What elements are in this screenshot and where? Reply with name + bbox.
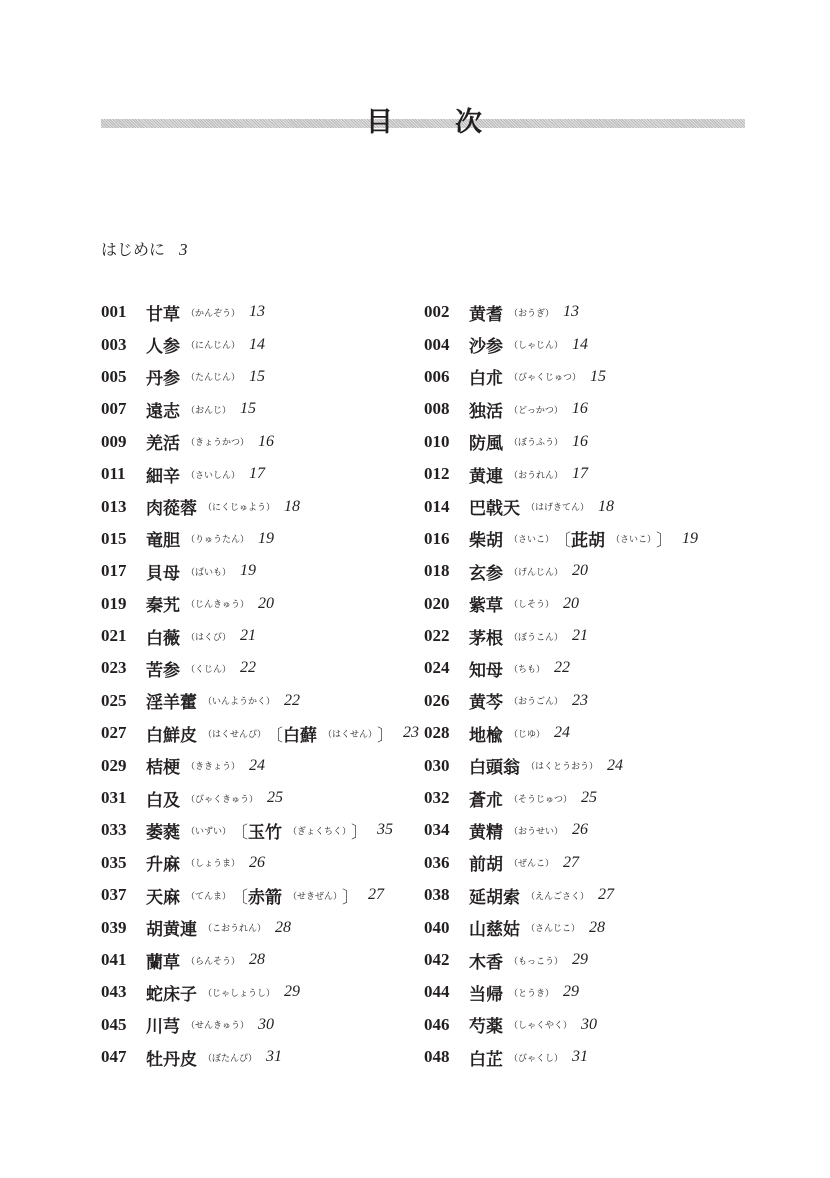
entry-reading: （もっこう） xyxy=(509,956,564,967)
entry-number: 047 xyxy=(101,1047,127,1067)
entry-number: 042 xyxy=(424,950,450,969)
entry-reading: （しょうま） xyxy=(186,859,241,870)
entry-number: 011 xyxy=(101,464,126,484)
entry-reading: （せんきゅう） xyxy=(186,1021,250,1032)
entry-page: 20 xyxy=(258,594,275,612)
entry-page: 28 xyxy=(589,918,606,936)
bracket-open: 〔 xyxy=(231,822,249,843)
toc-entry[interactable] xyxy=(424,328,698,360)
entry-name: 蒼朮 xyxy=(469,790,503,811)
intro-page: 3 xyxy=(179,240,188,259)
toc-entry[interactable] xyxy=(424,1009,698,1041)
entry-name: 白芷 xyxy=(469,1049,503,1070)
entry-reading: （はげきてん） xyxy=(526,503,590,514)
entry-number: 046 xyxy=(424,1014,450,1034)
page-title-char-1: 目 xyxy=(366,107,393,138)
entry-name: 遠志 xyxy=(146,401,180,422)
entry-page: 35 xyxy=(377,821,394,839)
entry-page: 20 xyxy=(572,562,589,580)
toc-entry[interactable] xyxy=(424,911,698,943)
entry-reading: （たんじん） xyxy=(186,373,241,384)
entry-number: 016 xyxy=(424,528,450,548)
bracket-close: 〕 xyxy=(342,887,360,908)
entry-reading: （そうじゅつ） xyxy=(509,794,573,805)
entry-number: 027 xyxy=(101,723,127,743)
entry-name: 秦艽 xyxy=(146,596,180,617)
entry-number: 043 xyxy=(101,982,127,1002)
entry-page: 30 xyxy=(581,1015,598,1033)
entry-reading: （ぼうこん） xyxy=(509,632,564,643)
entry-name: 蘭草 xyxy=(146,952,180,973)
entry-page: 19 xyxy=(682,529,699,547)
entry-name: 貝母 xyxy=(146,563,180,584)
toc-entry[interactable] xyxy=(424,588,698,620)
entry-reading: （こおうれん） xyxy=(203,924,267,935)
toc-entry[interactable] xyxy=(101,685,419,717)
toc-entry[interactable] xyxy=(424,685,698,717)
entry-reading: （りゅうたん） xyxy=(186,535,250,546)
toc-entry[interactable] xyxy=(101,652,419,684)
entry-name: 黄精 xyxy=(469,822,503,843)
toc-entry[interactable] xyxy=(424,749,698,781)
toc-column-left xyxy=(101,296,419,1073)
entry-reading: （どっかつ） xyxy=(509,405,563,416)
toc-entry[interactable] xyxy=(424,361,698,393)
entry-number: 004 xyxy=(424,334,450,354)
entry-page: 21 xyxy=(240,627,257,645)
entry-page: 14 xyxy=(572,335,589,353)
toc-entry[interactable] xyxy=(424,944,698,976)
entry-reading: （ちも） xyxy=(509,664,546,675)
entry-reading: （おんじ） xyxy=(186,405,232,416)
entry-page: 30 xyxy=(258,1015,275,1033)
entry-page: 24 xyxy=(607,756,624,774)
entry-name: 人参 xyxy=(146,337,180,358)
entry-name: 防風 xyxy=(469,434,503,455)
entry-name: 竜胆 xyxy=(146,531,180,552)
entry-number: 045 xyxy=(101,1014,127,1034)
entry-reading: （にくじゅよう） xyxy=(203,503,276,514)
entry-name: 山慈姑 xyxy=(469,920,520,941)
entry-name: 天麻 xyxy=(146,887,180,908)
toc-entry[interactable] xyxy=(424,814,698,846)
toc-entry[interactable] xyxy=(424,717,698,749)
entry-alt-name: 玉竹 xyxy=(248,822,283,843)
entry-reading: （らんそう） xyxy=(186,956,241,967)
entry-name: 牡丹皮 xyxy=(146,1049,197,1070)
entry-name: 細辛 xyxy=(146,466,180,487)
entry-page: 29 xyxy=(572,951,589,968)
entry-name: 白及 xyxy=(146,790,180,811)
entry-name: 地楡 xyxy=(469,725,503,746)
entry-number: 031 xyxy=(101,788,127,808)
entry-reading: （おうぎ） xyxy=(509,308,555,319)
entry-page: 22 xyxy=(240,659,257,677)
intro-label: はじめに xyxy=(101,240,166,259)
entry-page: 13 xyxy=(563,303,580,321)
entry-alt-reading: （はくせん） xyxy=(323,729,378,740)
entry-reading: （しゃくやく） xyxy=(509,1021,573,1032)
entry-number: 033 xyxy=(101,820,127,840)
entry-reading: （ぼうふう） xyxy=(509,438,564,449)
entry-number: 022 xyxy=(424,626,450,646)
entry-reading: （ぜんこ） xyxy=(509,859,555,870)
toc-intro-entry[interactable] xyxy=(101,237,188,260)
entry-reading: （ききょう） xyxy=(186,762,241,773)
entry-number: 015 xyxy=(101,528,127,548)
entry-name: 升麻 xyxy=(146,855,180,876)
title-band xyxy=(101,119,745,128)
entry-name: 川芎 xyxy=(146,1017,180,1038)
toc-entry[interactable] xyxy=(101,426,419,458)
entry-name: 当帰 xyxy=(469,984,503,1005)
entry-number: 036 xyxy=(424,852,450,872)
entry-alt-reading: （さいこ） xyxy=(611,535,657,546)
entry-name: 茅根 xyxy=(469,628,503,649)
toc-entry[interactable] xyxy=(101,879,419,911)
entry-number: 040 xyxy=(424,917,450,937)
entry-number: 014 xyxy=(424,496,450,516)
entry-page: 26 xyxy=(572,821,589,839)
entry-name: 甘草 xyxy=(146,304,180,325)
entry-alt-name: 赤箭 xyxy=(248,887,283,908)
toc-entry[interactable] xyxy=(101,555,419,587)
entry-reading: （おうれん） xyxy=(509,470,564,481)
toc-entry[interactable] xyxy=(101,1041,419,1073)
entry-number: 018 xyxy=(424,561,450,581)
toc-entry[interactable] xyxy=(424,555,698,587)
entry-reading: （ばいも） xyxy=(186,567,232,578)
entry-number: 044 xyxy=(424,982,450,1002)
entry-name: 淫羊藿 xyxy=(146,693,197,714)
toc-entry[interactable] xyxy=(424,976,698,1008)
toc-entry[interactable] xyxy=(101,911,419,943)
entry-number: 035 xyxy=(101,852,127,872)
entry-number: 024 xyxy=(424,658,450,678)
entry-reading: （さいこ） xyxy=(509,535,555,546)
entry-reading: （かんぞう） xyxy=(186,308,241,319)
entry-name: 桔梗 xyxy=(146,758,180,779)
entry-reading: （さんじこ） xyxy=(526,924,581,935)
entry-name: 羌活 xyxy=(146,434,180,455)
toc-entry[interactable] xyxy=(424,847,698,879)
entry-alt-name: 茈胡 xyxy=(571,531,606,552)
toc-entry[interactable] xyxy=(101,328,419,360)
entry-name: 前胡 xyxy=(469,855,503,876)
entry-page: 21 xyxy=(572,627,589,645)
entry-name: 柴胡 xyxy=(469,531,503,552)
entry-alt-reading: （ぎょくちく） xyxy=(288,826,352,837)
toc-entry[interactable] xyxy=(424,296,698,328)
entry-reading: （はくとうおう） xyxy=(526,762,599,773)
toc-entry[interactable] xyxy=(424,879,698,911)
entry-reading: （いずい） xyxy=(186,826,232,837)
toc-entry[interactable] xyxy=(424,782,698,814)
toc-entry[interactable] xyxy=(424,458,698,490)
entry-reading: （おうせい） xyxy=(509,826,564,837)
entry-number: 005 xyxy=(101,366,127,386)
entry-name: 黄耆 xyxy=(469,304,503,325)
entry-name: 独活 xyxy=(469,401,503,422)
entry-number: 013 xyxy=(101,496,127,516)
entry-page: 29 xyxy=(563,983,580,1001)
entry-page: 16 xyxy=(571,400,588,418)
entry-page: 22 xyxy=(284,691,301,709)
entry-page: 24 xyxy=(554,724,571,742)
entry-page: 18 xyxy=(598,497,615,515)
entry-name: 沙参 xyxy=(469,337,503,358)
entry-number: 034 xyxy=(424,820,450,840)
toc-entry[interactable] xyxy=(101,393,419,425)
toc-entry[interactable] xyxy=(424,620,698,652)
entry-name: 巴戟天 xyxy=(469,499,520,520)
entry-name: 紫草 xyxy=(469,596,503,617)
entry-name: 黄芩 xyxy=(469,693,503,714)
toc-entry[interactable] xyxy=(101,814,419,846)
entry-page: 24 xyxy=(249,756,266,774)
entry-page: 22 xyxy=(554,659,571,677)
entry-reading: （じんきゅう） xyxy=(186,600,250,611)
entry-number: 026 xyxy=(424,690,450,710)
entry-number: 029 xyxy=(101,755,127,775)
entry-reading: （ぼたんぴ） xyxy=(203,1053,258,1064)
entry-page: 31 xyxy=(572,1048,589,1066)
entry-page: 27 xyxy=(563,853,580,871)
toc-entry[interactable] xyxy=(101,361,419,393)
entry-number: 032 xyxy=(424,788,450,808)
toc-entry[interactable] xyxy=(424,393,698,425)
entry-name: 萎蕤 xyxy=(146,822,180,843)
toc-entry[interactable] xyxy=(101,944,419,976)
entry-page: 15 xyxy=(240,400,257,418)
entry-name: 白頭翁 xyxy=(469,758,520,779)
entry-name: 白薇 xyxy=(146,628,180,649)
toc-entry[interactable] xyxy=(424,652,698,684)
entry-alt-name: 白蘚 xyxy=(283,725,318,746)
entry-reading: （えんごさく） xyxy=(526,891,590,902)
entry-page: 23 xyxy=(403,724,420,742)
entry-number: 006 xyxy=(424,366,450,386)
entry-number: 041 xyxy=(101,950,127,969)
entry-number: 039 xyxy=(101,917,127,937)
entry-reading: （きょうかつ） xyxy=(186,438,250,449)
entry-page: 28 xyxy=(275,918,292,936)
entry-number: 001 xyxy=(101,302,127,322)
entry-reading: （はくせんぴ） xyxy=(203,729,267,740)
entry-page: 19 xyxy=(258,529,275,547)
entry-number: 023 xyxy=(101,658,127,678)
entry-page: 26 xyxy=(249,853,266,871)
entry-reading: （てんま） xyxy=(186,891,232,902)
entry-number: 007 xyxy=(101,399,127,419)
toc-entry[interactable] xyxy=(101,782,419,814)
entry-number: 008 xyxy=(424,399,450,419)
toc-entry[interactable] xyxy=(101,458,419,490)
entry-number: 017 xyxy=(101,561,127,581)
entry-page: 29 xyxy=(284,983,301,1001)
entry-name: 芍薬 xyxy=(469,1017,503,1038)
bracket-open: 〔 xyxy=(266,725,284,746)
toc-entry[interactable] xyxy=(101,588,419,620)
entry-page: 31 xyxy=(266,1048,283,1066)
entry-reading: （じゃしょうし） xyxy=(203,988,276,999)
toc-entry[interactable] xyxy=(424,426,698,458)
entry-page: 23 xyxy=(572,691,589,709)
entry-page: 18 xyxy=(284,497,301,515)
toc-entry[interactable] xyxy=(101,749,419,781)
entry-reading: （くじん） xyxy=(186,664,232,675)
entry-name: 木香 xyxy=(469,952,503,973)
toc-entry[interactable] xyxy=(101,847,419,879)
entry-page: 27 xyxy=(368,886,385,904)
entry-number: 030 xyxy=(424,755,450,775)
entry-page: 25 xyxy=(581,789,598,807)
entry-number: 002 xyxy=(424,302,450,322)
entry-number: 048 xyxy=(424,1047,450,1067)
entry-name: 白朮 xyxy=(469,369,503,390)
entry-reading: （びゃくし） xyxy=(509,1053,564,1064)
entry-name: 胡黄連 xyxy=(146,920,197,941)
entry-reading: （さいしん） xyxy=(186,470,241,481)
entry-reading: （しそう） xyxy=(509,600,555,611)
entry-page: 25 xyxy=(267,789,284,807)
entry-name: 肉蓯蓉 xyxy=(146,499,197,520)
toc-entry[interactable] xyxy=(424,490,698,522)
toc-entry[interactable] xyxy=(101,523,419,555)
entry-page: 17 xyxy=(572,465,589,483)
entry-number: 003 xyxy=(101,334,127,354)
toc-entry[interactable] xyxy=(101,717,419,749)
entry-page: 15 xyxy=(590,367,607,385)
entry-name: 黄連 xyxy=(469,466,503,487)
entry-reading: （おうごん） xyxy=(509,697,564,708)
toc-column-right xyxy=(424,296,698,1073)
bracket-close: 〕 xyxy=(656,531,674,552)
entry-number: 037 xyxy=(101,885,127,905)
entry-name: 苦参 xyxy=(146,660,180,681)
entry-reading: （いんようかく） xyxy=(203,697,276,708)
bracket-close: 〕 xyxy=(377,725,395,746)
toc-entry[interactable] xyxy=(424,1041,698,1073)
entry-name: 知母 xyxy=(469,660,503,681)
entry-name: 白鮮皮 xyxy=(146,725,197,746)
entry-name: 丹参 xyxy=(146,369,180,390)
entry-page: 20 xyxy=(563,594,580,612)
entry-number: 020 xyxy=(424,593,450,613)
entry-reading: （げんじん） xyxy=(509,567,564,578)
entry-number: 021 xyxy=(101,626,127,646)
entry-page: 15 xyxy=(249,367,266,385)
entry-number: 019 xyxy=(101,593,127,613)
entry-reading: （びゃくきゅう） xyxy=(186,794,259,805)
entry-number: 012 xyxy=(424,464,450,484)
entry-page: 13 xyxy=(249,303,266,321)
entry-reading: （じゆ） xyxy=(509,729,546,740)
entry-page: 19 xyxy=(240,562,257,580)
entry-alt-reading: （せきぜん） xyxy=(288,891,343,902)
entry-number: 010 xyxy=(424,431,450,451)
toc-entry[interactable] xyxy=(424,523,698,555)
entry-number: 009 xyxy=(101,431,127,451)
entry-page: 16 xyxy=(258,432,275,450)
entry-name: 延胡索 xyxy=(469,887,520,908)
entry-name: 玄参 xyxy=(469,563,503,584)
toc-entry[interactable] xyxy=(101,1009,419,1041)
toc-entry[interactable] xyxy=(101,490,419,522)
entry-name: 蛇床子 xyxy=(146,984,197,1005)
entry-number: 025 xyxy=(101,690,127,710)
bracket-open: 〔 xyxy=(231,887,249,908)
bracket-close: 〕 xyxy=(351,822,369,843)
entry-page: 27 xyxy=(598,886,615,904)
entry-reading: （にんじん） xyxy=(186,341,241,352)
toc-entry[interactable] xyxy=(101,296,419,328)
entry-page: 16 xyxy=(572,432,589,450)
toc-entry[interactable] xyxy=(101,976,419,1008)
entry-reading: （しゃじん） xyxy=(509,341,564,352)
page-title-char-2: 次 xyxy=(455,107,482,138)
entry-number: 028 xyxy=(424,723,450,743)
entry-number: 038 xyxy=(424,885,450,905)
entry-page: 14 xyxy=(249,335,266,353)
entry-page: 17 xyxy=(249,465,266,483)
entry-reading: （とうき） xyxy=(509,988,555,999)
bracket-open: 〔 xyxy=(554,531,572,552)
entry-page: 28 xyxy=(249,951,266,968)
toc-entry[interactable] xyxy=(101,620,419,652)
entry-reading: （びゃくじゅつ） xyxy=(509,373,582,384)
entry-reading: （はくび） xyxy=(186,632,232,643)
